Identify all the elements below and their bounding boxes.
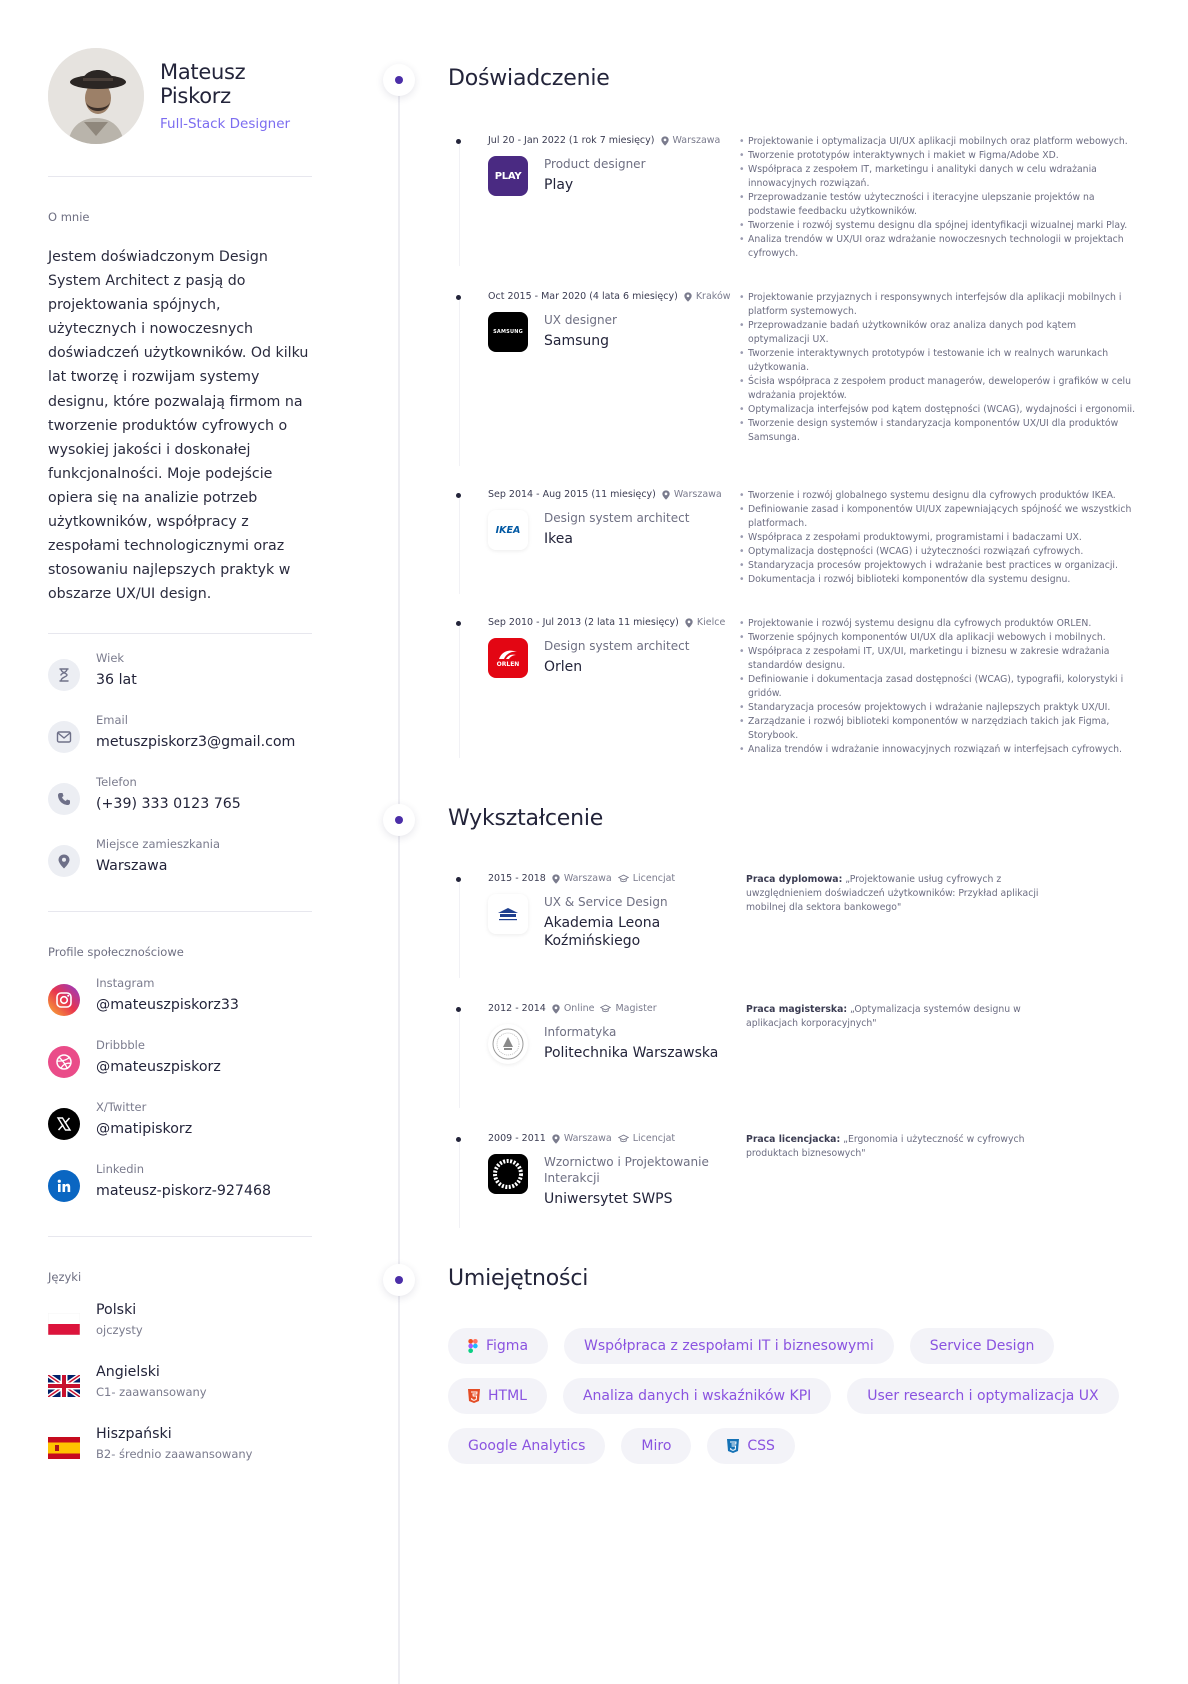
- about-text: Jestem doświadczonym Design System Architect z pasją do projektowania spójnych, użytecznych i nowoczesnych doświadczeń użytkowników. Od kilku lat tworzę i rozwijam systemy designu, które pozwalają firmom na tworzenie produktów cyfrowych o wysokiej jakości i doskonałej funkcjonalności. Moje podejście opiera się na analizie potrzeb użytkowników, współpracy z zespołami technologicznymi oraz stosowaniu najlepszych praktyk w obszarze UX/UI design.: [48, 249, 309, 603]
- description-bullet: • Tworzenie i rozwój globalnego systemu designu dla cyfrowych produktów IKEA.: [739, 489, 1139, 503]
- description-bullet: • Przeprowadzanie badań użytkowników oraz analiza danych pod kątem optymalizacji UX.: [739, 319, 1139, 347]
- thesis-label: Praca magisterska:: [746, 1004, 848, 1015]
- contact-value: Warszawa: [96, 858, 168, 875]
- email-link[interactable]: metuszpiskorz3@gmail.com: [96, 734, 296, 751]
- entry-school: Akademia Leona Koźmińskiego: [544, 915, 661, 949]
- mail-icon: [48, 721, 80, 753]
- entry-dates: 2012 - 2014: [488, 1003, 546, 1014]
- contact-value: 36 lat: [96, 672, 137, 689]
- skills-heading: Umiejętności: [448, 1266, 589, 1291]
- entry-dates: Sep 2010 - Jul 2013 (2 lata 11 miesięcy): [488, 617, 679, 628]
- entry-meta: [488, 617, 728, 628]
- skill-chip: [563, 1378, 831, 1414]
- description-bullet: • Standaryzacja procesów projektowych i wdrażanie best practices w organizacji.: [739, 559, 1139, 573]
- description-bullet: • Definiowanie i dokumentacja zasad dostępności (WCAG), typografii, kolorystyki i gridów.: [739, 673, 1139, 701]
- uk-flag-icon: [48, 1375, 80, 1397]
- divider: [48, 633, 312, 634]
- entry-bullet: [456, 1007, 461, 1012]
- contact-location: [48, 837, 312, 899]
- language-name: Angielski: [96, 1364, 160, 1381]
- entry-dates: Sep 2014 - Aug 2015 (11 miesięcy): [488, 489, 656, 500]
- entry-degree: Magister: [600, 1003, 656, 1014]
- location-pin-icon: [552, 1134, 560, 1144]
- description-bullet: • Tworzenie prototypów interaktywnych i makiet w Figma/Adobe XD.: [739, 149, 1139, 163]
- skill-label: Miro: [641, 1438, 672, 1454]
- thesis-label: Praca dyplomowa:: [746, 874, 843, 885]
- entry-line: [459, 140, 460, 266]
- ikea-logo: IKEA: [488, 510, 528, 550]
- entry-location: Online: [552, 1003, 595, 1014]
- entry-dates: Oct 2015 - Mar 2020 (4 lata 6 miesięcy): [488, 291, 678, 302]
- contact-age: [48, 651, 312, 713]
- skill-label: Figma: [486, 1338, 529, 1354]
- timeline-dot: [383, 1264, 415, 1296]
- description-bullet: • Analiza trendów i wdrażanie innowacyjnych rozwiązań w interfejsach cyfrowych.: [739, 743, 1139, 757]
- language-item: [48, 1364, 312, 1426]
- orlen-logo: ORLEN: [488, 638, 528, 678]
- experience-heading: Doświadczenie: [448, 66, 610, 91]
- skill-label: HTML: [488, 1388, 527, 1404]
- profile-name: Mateusz Piskorz: [160, 60, 246, 108]
- contact-email[interactable]: [48, 713, 312, 775]
- description-bullet: • Przeprowadzanie testów użyteczności i iteracyjne ulepszanie projektów na podstawie feedbacku użytkowników.: [739, 191, 1139, 219]
- language-item: [48, 1302, 312, 1364]
- divider: [48, 1236, 312, 1237]
- description-bullet: • Projektowanie i rozwój systemu designu dla cyfrowych produktów ORLEN.: [739, 617, 1139, 631]
- language-level: B2- średnio zaawansowany: [96, 1447, 253, 1462]
- entry-thesis: [746, 1003, 1046, 1031]
- html5-icon: [468, 1389, 480, 1403]
- entry-meta: [488, 489, 728, 500]
- description-bullet: • Analiza trendów w UX/UI oraz wdrażanie nowoczesnych technologii w projektach cyfrowych.: [739, 233, 1139, 261]
- description-bullet: • Tworzenie interaktywnych prototypów i testowanie ich w realnych warunkach użytkowania.: [739, 347, 1139, 375]
- samsung-logo: SAMSUNG: [488, 312, 528, 352]
- about-label: O mnie: [48, 210, 90, 224]
- timeline-dot: [383, 64, 415, 96]
- entry-location: Kielce: [685, 617, 725, 628]
- description-bullet: • Optymalizacja interfejsów pod kątem dostępności (WCAG), wydajności i ergonomii.: [739, 403, 1139, 417]
- location-pin-icon: [661, 136, 669, 146]
- entry-company: Samsung: [544, 333, 610, 349]
- social-handle[interactable]: @mateuszpiskorz33: [96, 997, 239, 1014]
- social-handle[interactable]: @mateuszpiskorz: [96, 1059, 221, 1076]
- location-pin-icon: [552, 1004, 560, 1014]
- language-item: [48, 1426, 312, 1488]
- entry-school: Uniwersytet SWPS: [544, 1191, 673, 1207]
- entry-line: [459, 622, 460, 758]
- entry-line: [459, 1138, 460, 1228]
- politechnika-logo: [488, 1024, 528, 1064]
- description-bullet: • Tworzenie design systemów i standaryzacja komponentów UX/UI dla produktów Samsunga.: [739, 417, 1139, 445]
- entry-position: Design system architect: [544, 639, 690, 653]
- spain-flag-icon: [48, 1437, 80, 1459]
- entry-position: UX designer: [544, 313, 617, 327]
- skill-label: CSS: [747, 1438, 775, 1454]
- entry-description: [739, 617, 1139, 757]
- social-label-text: Dribbble: [96, 1038, 145, 1053]
- language-level: C1- zaawansowany: [96, 1385, 207, 1400]
- skill-label: Analiza danych i wskaźników KPI: [582, 1388, 812, 1404]
- social-label: Profile społecznościowe: [48, 945, 184, 960]
- entry-company: Orlen: [544, 659, 583, 675]
- entry-bullet: [456, 493, 461, 498]
- instagram-icon: [48, 984, 80, 1016]
- entry-dates: Jul 20 - Jan 2022 (1 rok 7 miesięcy): [488, 135, 655, 146]
- entry-meta: [488, 873, 728, 884]
- location-pin-icon: [684, 292, 692, 302]
- skill-label: Współpraca z zespołami IT i biznesowymi: [584, 1338, 874, 1354]
- entry-bullet: [456, 295, 461, 300]
- contact-phone[interactable]: [48, 775, 312, 837]
- description-bullet: • Tworzenie i rozwój systemu designu dla spójnej identyfikacji wizualnej marki Play.: [739, 219, 1139, 233]
- description-bullet: • Optymalizacja dostępności (WCAG) i użyteczności rozwiązań cyfrowych.: [739, 545, 1139, 559]
- skill-label: Service Design: [929, 1338, 1035, 1354]
- entry-line: [459, 1008, 460, 1108]
- social-instagram[interactable]: [48, 976, 312, 1038]
- sidebar: [48, 48, 312, 1488]
- description-bullet: • Tworzenie spójnych komponentów UI/UX dla aplikacji webowych i mobilnych.: [739, 631, 1139, 645]
- entry-bullet: [456, 1137, 461, 1142]
- entry-meta: [488, 1133, 728, 1144]
- entry-company: Play: [544, 177, 574, 193]
- x-twitter-icon: [48, 1108, 80, 1140]
- description-bullet: • Standaryzacja procesów projektowych i wdrażanie najlepszych praktyk UX/UI.: [739, 701, 1139, 715]
- skill-chip: [448, 1328, 548, 1364]
- social-x-twitter[interactable]: [48, 1100, 312, 1162]
- entry-line: [459, 494, 460, 594]
- entry-description: [739, 135, 1139, 261]
- entry-thesis: [746, 873, 1046, 915]
- phone-icon: [48, 783, 80, 815]
- social-handle[interactable]: mateusz-piskorz-927468: [96, 1183, 272, 1200]
- entry-line: [459, 878, 460, 978]
- skill-chip: [564, 1328, 894, 1364]
- entry-bullet: [456, 877, 461, 882]
- skill-chip: [448, 1428, 605, 1464]
- description-bullet: • Współpraca z zespołami IT, UX/UI, marketingu i biznesu w zakresie wdrażania standardów designu.: [739, 645, 1139, 673]
- entry-meta: [488, 291, 731, 302]
- description-bullet: • Zarządzanie i rozwój biblioteki komponentów w narzędziach takich jak Figma, Storybook.: [739, 715, 1139, 743]
- entry-description: [739, 489, 1139, 587]
- location-pin-icon: [48, 845, 80, 877]
- entry-location: Warszawa: [661, 135, 721, 146]
- swps-logo: [488, 1154, 528, 1194]
- location-pin-icon: [685, 618, 693, 628]
- description-bullet: • Ścisła współpraca z zespołem product managerów, deweloperów i grafików w celu wdrażania projektów.: [739, 375, 1139, 403]
- entry-location: Warszawa: [552, 873, 612, 884]
- social-linkedin[interactable]: [48, 1162, 312, 1224]
- contact-label: Wiek: [96, 651, 125, 666]
- skill-chip: [707, 1428, 795, 1464]
- graduation-cap-icon: [618, 874, 629, 883]
- graduation-cap-icon: [600, 1004, 611, 1013]
- skill-chip: [847, 1378, 1118, 1414]
- phone-link[interactable]: (+39) 333 0123 765: [96, 796, 241, 813]
- css3-icon: [727, 1439, 739, 1453]
- skill-chip: [910, 1328, 1055, 1364]
- description-bullet: • Współpraca z zespołami produktowymi, programistami i badaczami UX.: [739, 531, 1139, 545]
- entry-position: Design system architect: [544, 511, 690, 525]
- description-bullet: • Współpraca z zespołem IT, marketingu i analityki danych w celu wdrażania innowacyjnych rozwiązań.: [739, 163, 1139, 191]
- entry-line: [459, 296, 460, 466]
- profile-role: Full-Stack Designer: [160, 116, 291, 132]
- entry-thesis: [746, 1133, 1046, 1161]
- entry-location: Warszawa: [552, 1133, 612, 1144]
- social-list: [48, 976, 312, 1224]
- hourglass-icon: [48, 659, 80, 691]
- entry-field: Informatyka: [544, 1025, 617, 1039]
- entry-company: Ikea: [544, 531, 573, 547]
- figma-icon: [468, 1339, 478, 1353]
- social-label-text: X/Twitter: [96, 1100, 147, 1115]
- entry-position: Product designer: [544, 157, 646, 171]
- entry-location: Kraków: [684, 291, 731, 302]
- entry-field: Wzornictwo i Projektowanie Interakcji: [544, 1155, 709, 1185]
- thesis-text: „Optymalizacja systemów designu w aplikacjach korporacyjnych": [746, 1004, 1021, 1029]
- timeline-line: [398, 64, 400, 1684]
- entry-meta: [488, 135, 728, 146]
- divider: [48, 176, 312, 177]
- skill-label: Google Analytics: [468, 1438, 586, 1454]
- profile-header: [48, 48, 312, 144]
- linkedin-icon: [48, 1170, 80, 1202]
- entry-meta: [488, 1003, 728, 1014]
- skill-chip: [448, 1378, 547, 1414]
- contact-label: Email: [96, 713, 128, 728]
- graduation-cap-icon: [618, 1134, 629, 1143]
- social-handle[interactable]: @matipiskorz: [96, 1121, 193, 1138]
- contact-label: Miejsce zamieszkania: [96, 837, 221, 852]
- avatar: [48, 48, 144, 144]
- description-bullet: • Projektowanie przyjaznych i responsywnych interfejsów dla aplikacji mobilnych i platform systemowych.: [739, 291, 1139, 319]
- entry-location: Warszawa: [662, 489, 722, 500]
- dribbble-icon: [48, 1046, 80, 1078]
- language-name: Polski: [96, 1302, 137, 1319]
- entry-bullet: [456, 621, 461, 626]
- location-pin-icon: [552, 874, 560, 884]
- divider: [48, 911, 312, 912]
- skill-chip: [621, 1428, 691, 1464]
- play-logo: PLAY: [488, 156, 528, 196]
- education-heading: Wykształcenie: [448, 806, 604, 831]
- entry-degree: Licencjat: [618, 1133, 675, 1144]
- entry-dates: 2015 - 2018: [488, 873, 546, 884]
- kozminski-logo: [488, 894, 528, 934]
- location-pin-icon: [662, 490, 670, 500]
- social-label-text: Instagram: [96, 976, 155, 991]
- description-bullet: • Definiowanie zasad i komponentów UI/UX zapewniających spójność we wszystkich platformach.: [739, 503, 1139, 531]
- social-label-text: Linkedin: [96, 1162, 144, 1177]
- contact-list: [48, 651, 312, 899]
- skills-list: [448, 1328, 1148, 1478]
- description-bullet: • Dokumentacja i rozwój biblioteki komponentów dla systemu designu.: [739, 573, 1139, 587]
- poland-flag-icon: [48, 1313, 80, 1335]
- languages-label: Języki: [48, 1270, 82, 1285]
- skill-label: User research i optymalizacja UX: [867, 1388, 1099, 1404]
- language-level: ojczysty: [96, 1323, 143, 1338]
- social-dribbble[interactable]: [48, 1038, 312, 1100]
- thesis-text: „Projektowanie usług cyfrowych z uwzględnieniem doświadczeń użytkowników: Przykład aplikacji mobilnej dla sektora bankowego": [746, 874, 1039, 913]
- contact-label: Telefon: [96, 775, 137, 790]
- entry-degree: Licencjat: [618, 873, 675, 884]
- entry-dates: 2009 - 2011: [488, 1133, 546, 1144]
- entry-bullet: [456, 139, 461, 144]
- description-bullet: • Projektowanie i optymalizacja UI/UX aplikacji mobilnych oraz platform webowych.: [739, 135, 1139, 149]
- languages-list: [48, 1302, 312, 1488]
- entry-school: Politechnika Warszawska: [544, 1045, 719, 1061]
- entry-field: UX & Service Design: [544, 895, 668, 909]
- entry-description: [739, 291, 1139, 445]
- thesis-label: Praca licencjacka:: [746, 1134, 841, 1145]
- thesis-text: „Ergonomia i użyteczność w cyfrowych produktach biznesowych": [746, 1134, 1025, 1159]
- language-name: Hiszpański: [96, 1426, 172, 1443]
- timeline-dot: [383, 804, 415, 836]
